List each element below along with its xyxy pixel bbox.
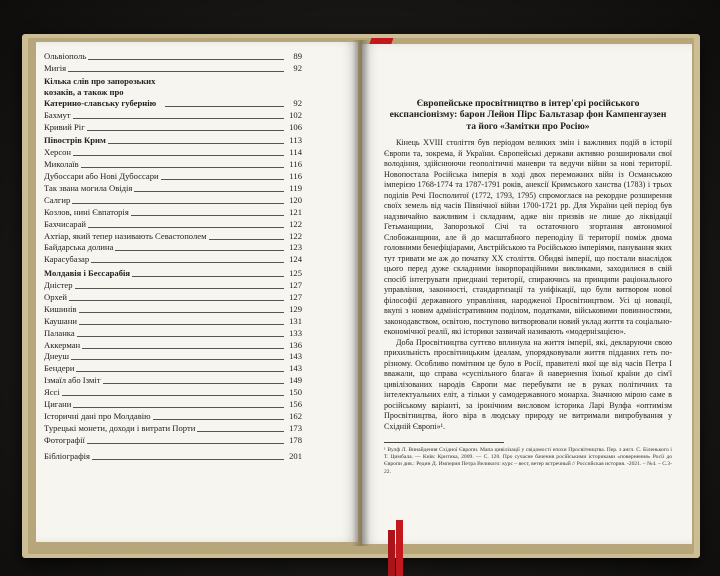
toc-entry (44, 362, 302, 374)
toc-entry-title: Турецькі монети, доходи і витрати Порти (44, 422, 196, 433)
toc-leader-line (87, 130, 284, 131)
toc-leader-line (68, 71, 284, 72)
toc-leader-line (91, 262, 284, 263)
toc-leader-line (76, 371, 284, 372)
toc-entry (44, 303, 302, 315)
toc-entry-page: 121 (289, 206, 302, 217)
table-of-contents (44, 50, 302, 462)
toc-entry-title: Карасубазар (44, 254, 90, 265)
footnote: ¹ Вулф Л. Винайдення Східної Європи. Мапа цивілізації у свідомості епохи Просвітництва. Пер. з англ. С. Біленького і Т. Цимбала. — Київ: Критика, 2009. — С. 120. Про сучасне бачення російськими істориками «повернення» Росії до Європи див.: Редин Д. Империя Петра Великого: курс – вест, ветер встречный // Российская история. -2021. – №4. – С.3-22. (384, 447, 672, 475)
toc-entry (44, 315, 302, 327)
toc-entry-title: Херсон (44, 147, 72, 158)
toc-entry-title: Днеуш (44, 351, 69, 362)
toc-leader-line (79, 312, 284, 313)
toc-entry-page: 173 (289, 422, 302, 433)
toc-leader-line (88, 227, 284, 228)
toc-entry-title: Ізмаїл або Ізміт (44, 375, 101, 386)
toc-entry (44, 109, 302, 121)
toc-entry-title: Ольвіополь (44, 50, 87, 61)
toc-entry (44, 218, 302, 230)
toc-entry-page: 114 (289, 147, 302, 158)
toc-entry-title: Цигани (44, 399, 72, 410)
toc-entry-title: Ахтіар, який тепер називають Севастополем (44, 230, 207, 241)
toc-entry (44, 170, 302, 182)
toc-entry-title: Дністер (44, 280, 73, 291)
toc-entry-title: Бахмут (44, 109, 71, 120)
toc-leader-line (131, 215, 284, 216)
toc-entry-page: 150 (289, 387, 302, 398)
toc-leader-line (115, 250, 284, 251)
toc-entry-title: Кишинів (44, 303, 77, 314)
toc-leader-line (81, 167, 284, 168)
toc-leader-line (77, 336, 284, 337)
toc-leader-line (72, 203, 284, 204)
toc-entry-page: 92 (293, 62, 302, 73)
toc-leader-line (103, 383, 284, 384)
toc-leader-line (161, 179, 284, 180)
toc-entry-page: 120 (289, 194, 302, 205)
toc-entry-page: 149 (289, 375, 302, 386)
toc-entry (44, 194, 302, 206)
bookmark-ribbon (396, 520, 403, 576)
toc-entry (44, 291, 302, 303)
toc-entry-page: 102 (289, 109, 302, 120)
toc-entry-title: Півострів Крим (44, 135, 106, 146)
toc-leader-line (132, 276, 284, 277)
toc-entry-title: Мигія (44, 62, 67, 73)
toc-entry (44, 434, 302, 446)
toc-entry (44, 279, 302, 291)
toc-entry-page: 125 (289, 268, 302, 279)
toc-entry (44, 267, 302, 279)
toc-entry-title: Кривий Ріг (44, 121, 85, 132)
toc-entry-page: 92 (293, 97, 302, 108)
toc-entry (44, 146, 302, 158)
footnote-rule (384, 442, 504, 443)
toc-entry-page: 113 (289, 135, 302, 146)
toc-leader-line (82, 348, 284, 349)
toc-entry-page: 127 (289, 280, 302, 291)
toc-entry-title: Аккерман (44, 339, 81, 350)
toc-entry-title: Бахчисарай (44, 218, 86, 229)
toc-entry-page: 116 (289, 159, 302, 170)
toc-entry-page: 131 (289, 315, 302, 326)
toc-entry (44, 242, 302, 254)
toc-entry-title: Козлов, нині Євпаторія (44, 206, 129, 217)
article-heading: Європейське просвітництво в інтер'єрі російського експансіонізму: барон Лейон Пірс Бальтазар фон Кампенгаузен та його «Замітки про Росію» (389, 98, 667, 132)
toc-leader-line (87, 443, 284, 444)
toc-entry-title: Фотографії (44, 434, 85, 445)
toc-entry-page: 162 (289, 410, 302, 421)
toc-entry-page: 89 (293, 50, 302, 61)
toc-entry-title: Салгир (44, 194, 71, 205)
toc-entry-title: Яссі (44, 387, 60, 398)
toc-entry-title: Каушани (44, 315, 77, 326)
toc-entry (44, 327, 302, 339)
toc-entry (44, 339, 302, 351)
toc-leader-line (75, 288, 284, 289)
book-gutter (352, 40, 370, 546)
toc-entry-page: 122 (289, 230, 302, 241)
toc-entry-page: 178 (289, 434, 302, 445)
toc-entry (44, 135, 302, 147)
toc-entry (44, 76, 302, 109)
toc-entry (44, 422, 302, 434)
article (384, 98, 672, 476)
toc-entry-page: 116 (289, 171, 302, 182)
toc-entry-page: 143 (289, 363, 302, 374)
toc-entry-page: 127 (289, 292, 302, 303)
toc-leader-line (79, 324, 284, 325)
toc-entry-page: 119 (289, 183, 302, 194)
toc-entry (44, 182, 302, 194)
toc-entry-title: Кілька слів про запорозьких козаків, а також про Катерино-славську губернію (44, 75, 157, 108)
toc-entry-title: Молдавія і Бессарабія (44, 268, 131, 279)
toc-leader-line (69, 300, 284, 301)
toc-entry (44, 450, 302, 462)
toc-entry-page: 133 (289, 327, 302, 338)
toc-entry (44, 62, 302, 74)
toc-entry (44, 206, 302, 218)
toc-entry-page: 124 (289, 254, 302, 265)
toc-leader-line (153, 419, 284, 420)
toc-entry-page: 122 (289, 218, 302, 229)
toc-leader-line (197, 431, 284, 432)
toc-entry-title: Орхей (44, 292, 67, 303)
toc-entry-page: 129 (289, 303, 302, 314)
article-paragraph: Кінець XVIII століття був періодом великих змін і важливих подій в історії Європи та, зокрема, й України. Європейські держави активно розширювали свої володіння, здійснюючи геополітичні маневри та ведучи війни за нові території. Новопостала Російська імперія в ході двох переможних війн із Османською імперією 1768-1774 та 1787-1791 років, анексії Кримського ханства (1783) і трьох поділів Речі Посполитої (1772, 1793, 1795) спромоглася на рекордне розширення своїх земель від часів Північної війни 1700-1721 рр. Для України цей період був надзвичайно важливим і складним, адже він призвів не лише до ліквідації Гетьманщини, Запорозької Січі та остаточного згортання автономної Слобожанщини, але й до масштабного переподілу її території поміж двома головними бенефіціарами, Австрійською та Російською імперіями, панування яких тут тривати ме аж до початку XX століття. Обидві імперії, що постали внаслідок цього перед дуже складними інкорпораційними викликами, заходилися в свій спосіб інтегрувати приєднані території, спираючись на принципи раціонального управління, законності, стандартизації та уніфікації, що були витвором нової філософії державного управління, народженої Просвітництвом. Усі ці новації, вкупі з новим адміністративним поділом, податками, військовими повинностями, законодавством, освітою, поступово витворювали новий уклад життя та соціально-економічної реалії, які історики зазвичай називають «модернізацією». (384, 138, 672, 337)
article-paragraph: Доба Просвітництва суттєво вплинула на життя імперії, які, декларуючи свою прихильність просвітницьким ідеалам, упорядковували життя підданих геть по-різному. Особливо помітним це було в Росії, правителі якої ще від часів Петра I вважали, що справа «суспільного блага» й навернення їхньої країни до сім'ї цивілізованих народів Європи має перебувати не в руках політичних та інтелектуальних еліт, а тільки у самодержавного монарха. Значною мірою саме в російському варіанті, за іронічним висловом історика Ларі Вулфа «оптимізм Просвітництва, його віра в людську природу не витримали випробування у Східній Європі»¹. (384, 337, 672, 431)
toc-entry-title: Миколаїв (44, 159, 79, 170)
toc-entry-title: Байдарська долина (44, 242, 114, 253)
toc-entry (44, 230, 302, 242)
toc-leader-line (134, 191, 284, 192)
toc-entry-title: Історичні дані про Молдавію (44, 410, 151, 421)
bookmark-ribbon (388, 530, 395, 576)
toc-entry-page: 143 (289, 351, 302, 362)
toc-entry (44, 351, 302, 363)
toc-entry (44, 121, 302, 133)
toc-entry (44, 386, 302, 398)
toc-entry-title: Бендери (44, 363, 75, 374)
toc-entry-title: Паланка (44, 327, 75, 338)
toc-leader-line (73, 407, 284, 408)
toc-entry-page: 201 (289, 450, 302, 461)
toc-entry-title: Дубоссари або Нові Дубоссари (44, 171, 159, 182)
toc-leader-line (165, 106, 284, 107)
toc-entry-title: Так звана могила Овідія (44, 183, 133, 194)
toc-entry-page: 123 (289, 242, 302, 253)
toc-entry (44, 410, 302, 422)
toc-leader-line (108, 143, 284, 144)
toc-leader-line (209, 239, 284, 240)
toc-entry (44, 253, 302, 265)
toc-entry-title: Бібліографія (44, 450, 90, 461)
toc-entry (44, 158, 302, 170)
toc-entry (44, 50, 302, 62)
toc-leader-line (73, 118, 284, 119)
toc-leader-line (71, 359, 284, 360)
toc-entry (44, 398, 302, 410)
toc-leader-line (62, 395, 284, 396)
toc-leader-line (73, 155, 284, 156)
toc-entry-page: 106 (289, 121, 302, 132)
toc-entry-page: 136 (289, 339, 302, 350)
toc-leader-line (92, 459, 284, 460)
toc-leader-line (88, 59, 284, 60)
toc-entry-page: 156 (289, 399, 302, 410)
toc-entry (44, 374, 302, 386)
